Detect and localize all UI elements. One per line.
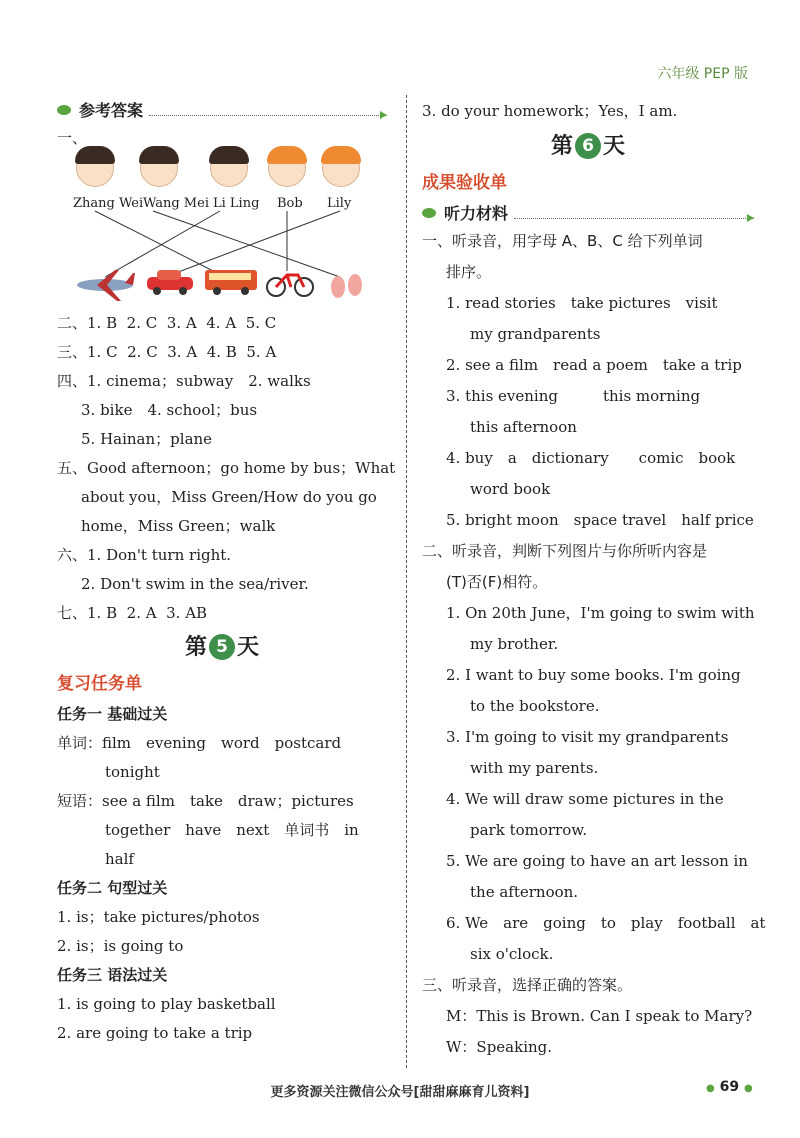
- girl-face-icon: [140, 149, 178, 187]
- kid-li-ling: [207, 149, 251, 187]
- kid-name: Lily: [327, 196, 352, 211]
- answer-line: 5. Hainan；plane: [81, 430, 213, 448]
- task1-phrases: 短语：see a film take draw；pictures: [57, 792, 354, 810]
- day-6-heading: 第 6 天: [550, 134, 626, 159]
- kid-name: Bob: [277, 196, 303, 211]
- task2-title: 任务二 句型过关: [57, 879, 168, 897]
- leaf-icon: [57, 105, 71, 115]
- answers-section-header: [57, 98, 387, 121]
- section-title: 听力材料: [444, 204, 509, 223]
- listening-section-header: [422, 201, 754, 224]
- kid-bob: [265, 149, 309, 187]
- task3-title: 任务三 语法过关: [57, 966, 168, 984]
- boy-face-icon: [76, 149, 114, 187]
- s2-item: 3. I'm going to visit my grandparents: [446, 728, 729, 746]
- s2-item: 2. I want to buy some books. I'm going: [446, 666, 741, 684]
- plane-icon: [75, 267, 137, 305]
- answer-line: 3. bike 4. school；bus: [81, 401, 258, 419]
- boy-face-icon: [268, 149, 306, 187]
- answer-q4: 四、1. cinema；subway 2. walks: [57, 372, 311, 390]
- task2-line: 2. is；is going to: [57, 937, 184, 955]
- answer-q5: 五、Good afternoon；go home by bus；What: [57, 459, 396, 477]
- kid-name: Wang Mei: [143, 196, 209, 211]
- task1-line: tonight: [105, 763, 160, 781]
- s1-item: my grandparents: [470, 325, 601, 343]
- leaf-icon: [422, 208, 436, 218]
- dotted-rule: [149, 103, 387, 116]
- task2-line: 1. is；take pictures/photos: [57, 908, 260, 926]
- kid-zhang-wei: [73, 149, 117, 187]
- section-title: 参考答案: [79, 101, 144, 120]
- dotted-rule: [514, 206, 754, 219]
- dialogue-line: W：Speaking.: [446, 1038, 553, 1056]
- s1-item: 4. buy a dictionary comic book: [446, 449, 736, 467]
- left-column: [57, 98, 396, 1048]
- grade-label: 六年级 PEP 版: [657, 66, 748, 82]
- s1-item: 2. see a film read a poem take a trip: [446, 356, 742, 374]
- answer-q6: 六、1. Don't turn right.: [57, 546, 232, 564]
- s1-item: 5. bright moon space travel half price: [446, 511, 754, 529]
- day-number-badge: 5: [209, 634, 235, 660]
- result-title: 成果验收单: [422, 173, 507, 193]
- answer-line: 3. do your homework；Yes，I am.: [422, 102, 678, 120]
- answer-q3: 三、1. C 2. C 3. A 4. B 5. A: [57, 343, 277, 361]
- review-title: 复习任务单: [57, 674, 142, 694]
- answer-q2: 二、1. B 2. C 3. A 4. A 5. C: [57, 314, 277, 332]
- s2-item: 6. We are going to play football at: [446, 914, 766, 932]
- s2-item: six o'clock.: [470, 945, 554, 963]
- day-number-badge: 6: [575, 133, 601, 159]
- s2-instruction: 二、听录音，判断下列图片与你所听内容是: [422, 542, 708, 560]
- task1-line: together have next 单词书 in: [105, 821, 359, 839]
- footer-note: 更多资源关注微信公众号[甜甜麻麻育儿资料]: [270, 1085, 530, 1100]
- task3-line: 2. are going to take a trip: [57, 1024, 253, 1042]
- s2-item: 5. We are going to have an art lesson in: [446, 852, 748, 870]
- kid-wang-mei: [137, 149, 181, 187]
- bike-icon: [265, 267, 315, 299]
- matching-figure: [55, 147, 387, 309]
- s2-item: the afternoon.: [470, 883, 579, 901]
- s3-instruction: 三、听录音，选择正确的答案。: [422, 976, 633, 994]
- task1-line: half: [105, 850, 134, 868]
- answer-line: home，Miss Green；walk: [81, 517, 276, 535]
- s1-instruction: 一、听录音，用字母 A、B、C 给下列单词: [422, 232, 703, 250]
- s1-item: this afternoon: [470, 418, 577, 436]
- s2-item: 4. We will draw some pictures in the: [446, 790, 724, 808]
- day-5-heading: 第 5 天: [184, 635, 260, 660]
- right-column: [422, 96, 766, 1063]
- dialogue-line: M：This is Brown. Can I speak to Mary?: [446, 1007, 753, 1025]
- task1-words: 单词：film evening word postcard: [57, 734, 342, 752]
- s1-item: word book: [470, 480, 551, 498]
- girl-face-icon: [210, 149, 248, 187]
- answer-q7: 七、1. B 2. A 3. AB: [57, 604, 208, 622]
- kid-name: Zhang Wei: [73, 196, 144, 211]
- bus-icon: [203, 267, 259, 297]
- s2-item: to the bookstore.: [470, 697, 600, 715]
- task1-title: 任务一 基础过关: [57, 705, 168, 723]
- s2-item: with my parents.: [470, 759, 599, 777]
- girl-face-icon: [322, 149, 360, 187]
- task3-line: 1. is going to play basketball: [57, 995, 276, 1013]
- kid-name: Li Ling: [213, 196, 260, 211]
- column-divider: [406, 95, 407, 1068]
- footprints-icon: [327, 267, 367, 303]
- kid-lily: [319, 149, 363, 187]
- s1-item: 3. this evening this morning: [446, 387, 701, 405]
- answer-line: 2. Don't swim in the sea/river.: [81, 575, 309, 593]
- answer-line: about you，Miss Green/How do you go: [81, 488, 377, 506]
- s2-item: my brother.: [470, 635, 559, 653]
- s1-instruction: 排序。: [446, 263, 492, 281]
- page-number: ● 69 ●: [706, 1079, 753, 1095]
- s2-item: 1. On 20th June，I'm going to swim with: [446, 604, 755, 622]
- s1-item: 1. read stories take pictures visit: [446, 294, 718, 312]
- q1-label: 一、: [57, 129, 88, 147]
- s2-instruction: (T)否(F)相符。: [446, 573, 548, 591]
- s2-item: park tomorrow.: [470, 821, 588, 839]
- car-icon: [145, 267, 195, 297]
